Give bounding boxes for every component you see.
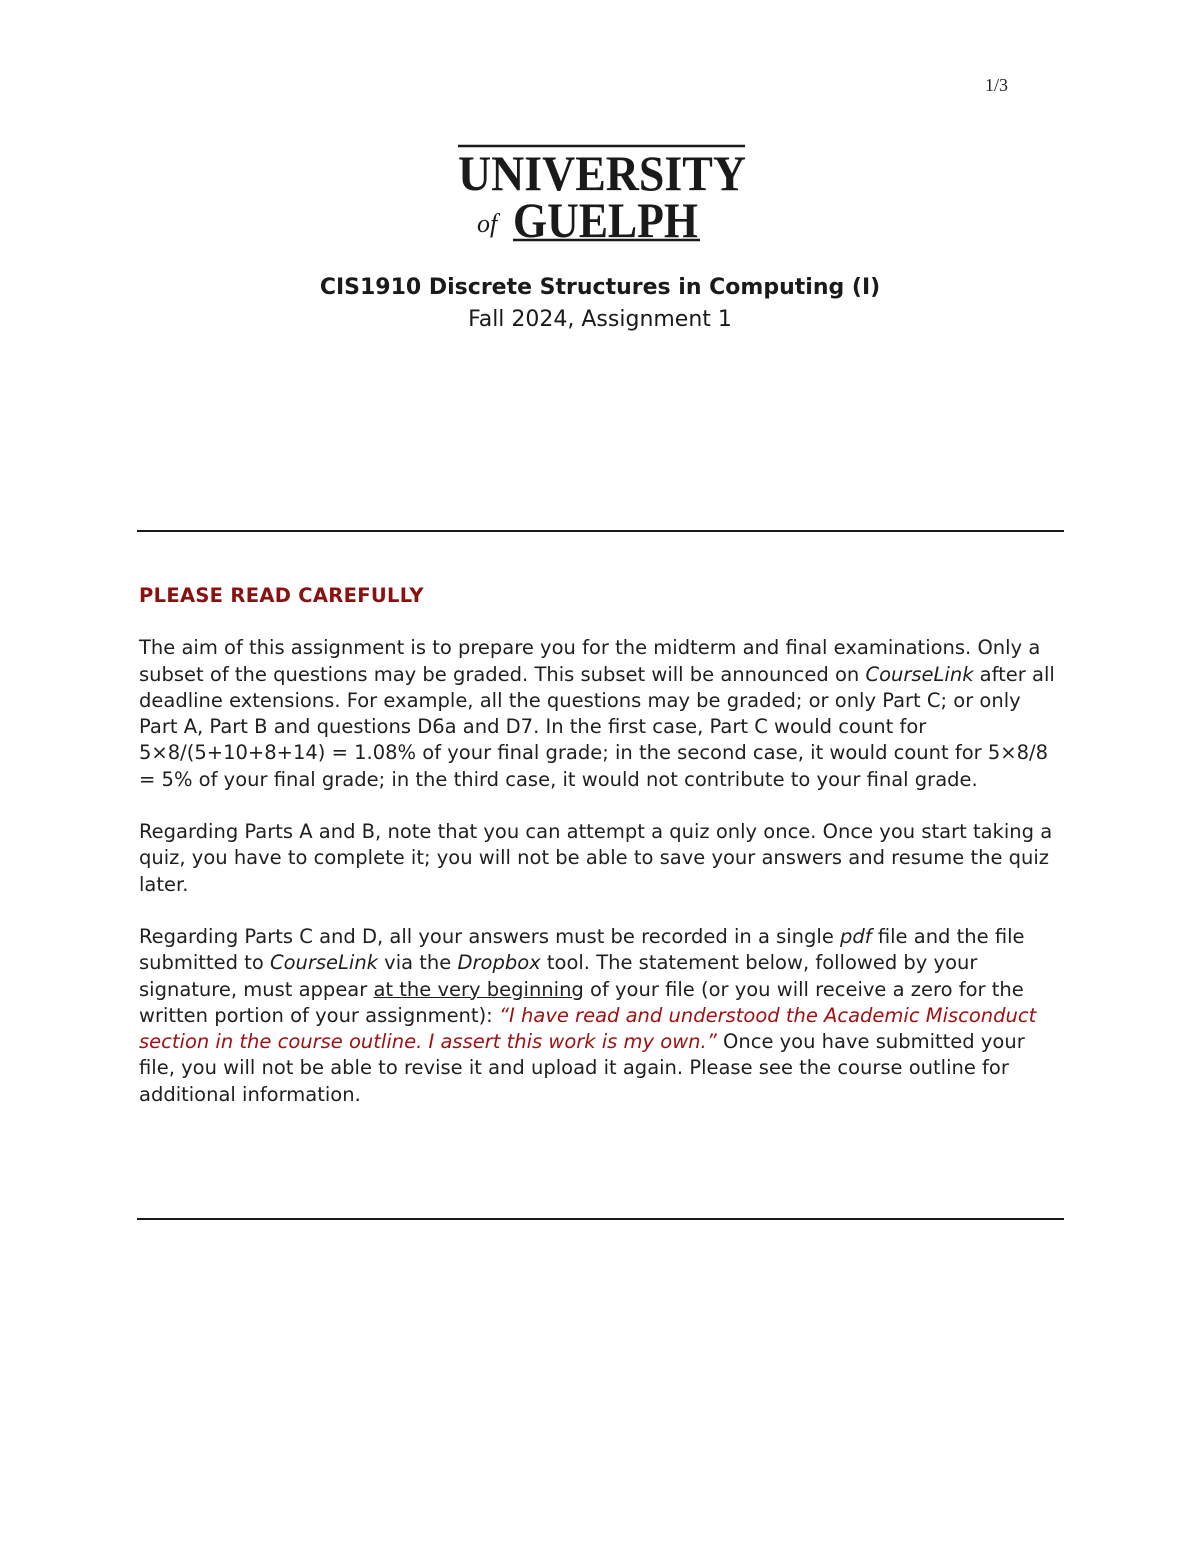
notice-section [139,583,1064,1134]
p3-text-b: file and the file submitted to [139,924,1025,975]
p3-text-e: of your file (or you will receive a zero for the written portion of your assignment): [139,977,1024,1027]
notice-heading: PLEASE READ CAREFULLY [139,584,424,607]
notice-paragraph-grading [139,635,1064,793]
p3-text-d: tool. The statement below, followed by your signature, must appear [139,951,978,1001]
p3-underline: at the very beginning [373,977,584,1001]
p1-courselink: CourseLink [865,662,974,686]
document-title: CIS1910 Discrete Structures in Computing (I) [319,275,881,300]
top-divider [137,530,1064,532]
logo-guelph-text: GUELPH [513,192,699,248]
p3-text-c: via the [377,951,458,975]
document-header [0,272,1200,336]
logo-of-text: of [477,209,498,238]
p3-courselink: CourseLink [269,951,378,975]
p1-text-b: after all deadline extensions. For example, all the questions may be graded; or only Part C; or only Part A, Part B and questions D6a and D7. In the first case, Part C would count for 5×8/(5+10+8+14) = 1.08% of your final grade; in the second case, it would count for 5×8/8 = 5% of your final grade; in the third case, it would not contribute to your final grade. [139,662,1055,791]
page-number: 1/3 [985,75,1009,95]
notice-paragraph-quizzes: Regarding Parts A and B, note that you can attempt a quiz only once. Once you start taking a quiz, you have to complete it; you will not be able to save your answers and resume the quiz later. [139,820,1053,896]
p1-text-a: The aim of this assignment is to prepare you for the midterm and final examinations. Only a subset of the questions may be graded. This subset will be announced on [139,636,1041,686]
p3-text-a: Regarding Parts C and D, all your answers must be recorded in a single [139,924,841,948]
document-subtitle: Fall 2024, Assignment 1 [468,307,732,332]
university-logo [455,140,755,250]
p3-text-f: Once you have submitted your file, you will not be able to revise it and upload it again. Please see the course outline for additional information. [139,1030,1025,1106]
p3-dropbox: Dropbox [457,951,541,975]
logo-university-text: UNIVERSITY [458,145,746,201]
notice-paragraph-submission [139,924,1064,1108]
academic-integrity-statement: “I have read and understood the Academic Misconduct section in the course outline. I assert this work is my own.” [139,1003,1037,1054]
p3-pdf: pdf [840,924,872,948]
bottom-divider [137,1218,1064,1220]
